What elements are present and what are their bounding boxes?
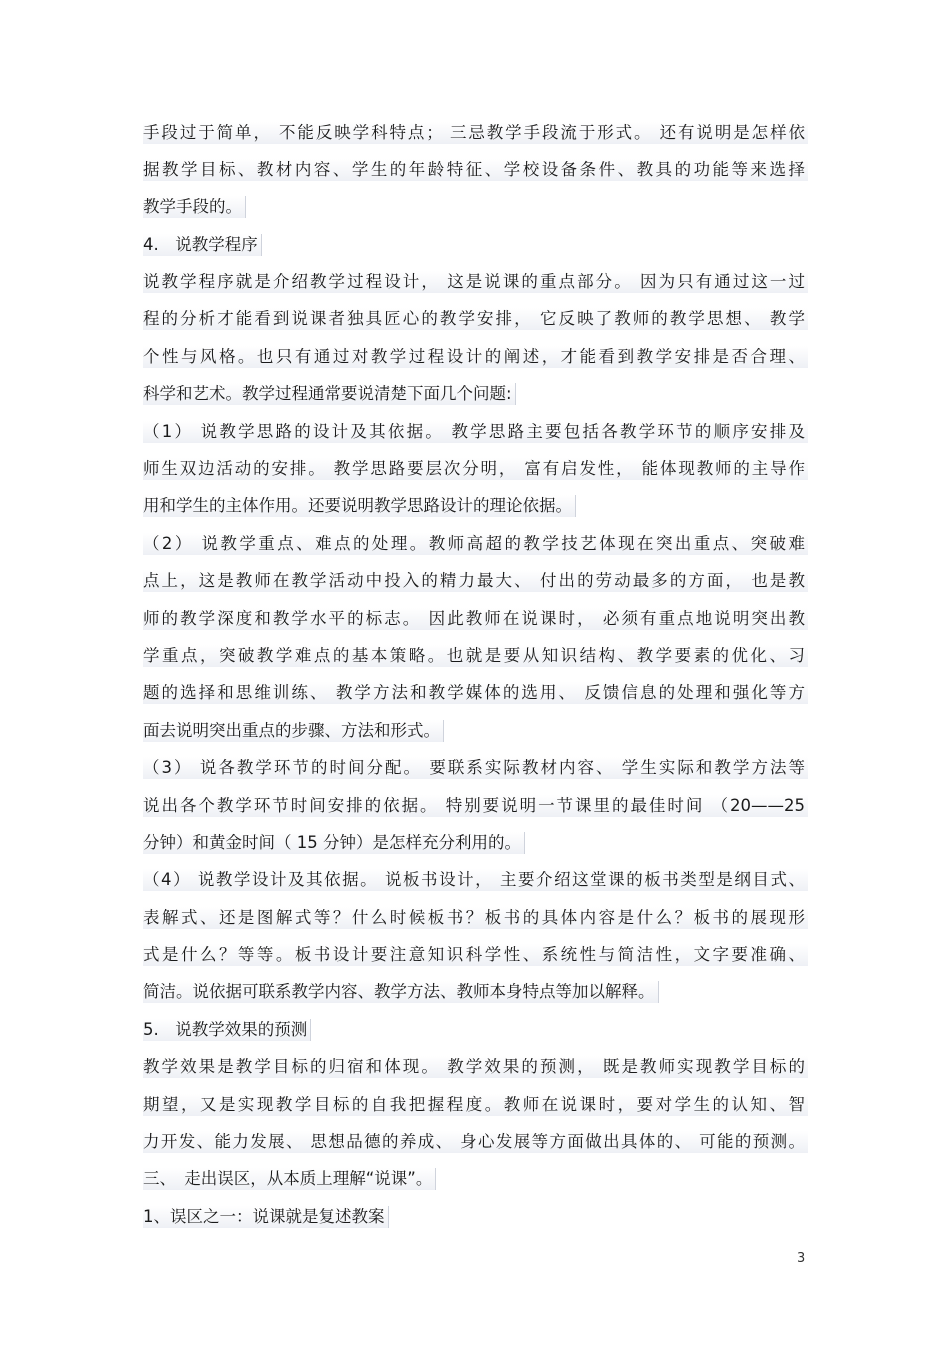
text-line-content: 题的选择和思维训练、 教学方法和教学媒体的选用、 反馈信息的处理和强化等方 [143, 682, 808, 704]
text-line [143, 375, 808, 412]
text-line-content: 分钟）和黄金时间（ 15 分钟）是怎样充分利用的。 [143, 832, 525, 854]
text-line [143, 749, 808, 786]
text-line-content: 教学手段的。 [143, 196, 246, 218]
text-line [143, 1160, 808, 1197]
text-line [143, 300, 808, 337]
text-line [143, 1197, 808, 1234]
text-line-content: 科学和艺术。教学过程通常要说清楚下面几个问题: [143, 383, 516, 405]
text-line [143, 898, 808, 935]
text-body [143, 113, 808, 1235]
text-line-content: 师的教学深度和教学水平的标志。 因此教师在说课时， 必须有重点地说明突出教 [143, 608, 808, 630]
text-line-content: 面去说明突出重点的步骤、方法和形式。 [143, 720, 444, 742]
text-line-content: 期望，又是实现教学目标的自我把握程度。教师在说课时，要对学生的认知、智 [143, 1094, 808, 1116]
text-line-content: （4） 说教学设计及其依据。 说板书设计， 主要介绍这堂课的板书类型是纲目式、 [143, 869, 808, 891]
text-line-content: 力开发、能力发展、 思想品德的养成、 身心发展等方面做出具体的、 可能的预测。 [143, 1131, 808, 1153]
text-line [143, 225, 808, 262]
text-line-content: 4. 说教学程序 [143, 234, 262, 256]
text-line-content: 师生双边活动的安排。 教学思路要层次分明， 富有启发性， 能体现教师的主导作 [143, 458, 808, 480]
text-line-content: 说出各个教学环节时间安排的依据。 特别要说明一节课里的最佳时间 （20——25 [143, 795, 808, 817]
page-number: 3 [797, 1251, 806, 1266]
text-line [143, 450, 808, 487]
text-line [143, 150, 808, 187]
text-line-content: 5. 说教学效果的预测 [143, 1019, 311, 1041]
text-line [143, 1085, 808, 1122]
text-line [143, 636, 808, 673]
text-line [143, 263, 808, 300]
text-line [143, 1010, 808, 1047]
text-line [143, 188, 808, 225]
text-line-content: 个性与风格。也只有通过对教学过程设计的阐述，才能看到教学安排是否合理、 [143, 346, 808, 368]
text-line-content: 教学效果是教学目标的归宿和体现。 教学效果的预测， 既是教师实现教学目标的 [143, 1056, 808, 1078]
text-line [143, 562, 808, 599]
text-line-content: 点上，这是教师在教学活动中投入的精力最大、 付出的劳动最多的方面， 也是教 [143, 570, 808, 592]
text-line [143, 524, 808, 561]
text-line-content: 说教学程序就是介绍教学过程设计， 这是说课的重点部分。 因为只有通过这一过 [143, 271, 808, 293]
text-line-content: 据教学目标、教材内容、学生的年龄特征、学校设备条件、教具的功能等来选择 [143, 159, 808, 181]
text-line [143, 786, 808, 823]
text-line-content: 学重点，突破教学难点的基本策略。也就是要从知识结构、教学要素的优化、习 [143, 645, 808, 667]
text-line [143, 337, 808, 374]
text-line-content: 1、误区之一：说课就是复述教案 [143, 1206, 389, 1228]
text-line [143, 973, 808, 1010]
text-line [143, 674, 808, 711]
text-line [143, 412, 808, 449]
text-line-content: 用和学生的主体作用。还要说明教学思路设计的理论依据。 [143, 495, 576, 517]
text-line [143, 1123, 808, 1160]
text-line [143, 861, 808, 898]
text-line-content: 式是什么？等等。板书设计要注意知识科学性、系统性与简洁性，文字要准确、 [143, 944, 808, 966]
text-line [143, 823, 808, 860]
text-line-content: 手段过于简单， 不能反映学科特点； 三忌教学手段流于形式。 还有说明是怎样依 [143, 122, 808, 144]
text-line [143, 487, 808, 524]
text-line-content: 三、 走出误区，从本质上理解“说课”。 [143, 1168, 436, 1190]
text-line [143, 599, 808, 636]
text-line [143, 1048, 808, 1085]
text-line-content: 简洁。说依据可联系教学内容、教学方法、教师本身特点等加以解释。 [143, 981, 659, 1003]
text-line-content: （1） 说教学思路的设计及其依据。 教学思路主要包括各教学环节的顺序安排及 [143, 421, 808, 443]
text-line-content: （2） 说教学重点、难点的处理。教师高超的教学技艺体现在突出重点、突破难 [143, 533, 808, 555]
text-line [143, 711, 808, 748]
text-line [143, 113, 808, 150]
text-line [143, 936, 808, 973]
text-line-content: 程的分析才能看到说课者独具匠心的教学安排， 它反映了教师的教学思想、 教学 [143, 308, 808, 330]
text-line-content: 表解式、还是图解式等？什么时候板书？板书的具体内容是什么？板书的展现形 [143, 907, 808, 929]
text-line-content: （3） 说各教学环节的时间分配。 要联系实际教材内容、 学生实际和教学方法等 [143, 757, 808, 779]
